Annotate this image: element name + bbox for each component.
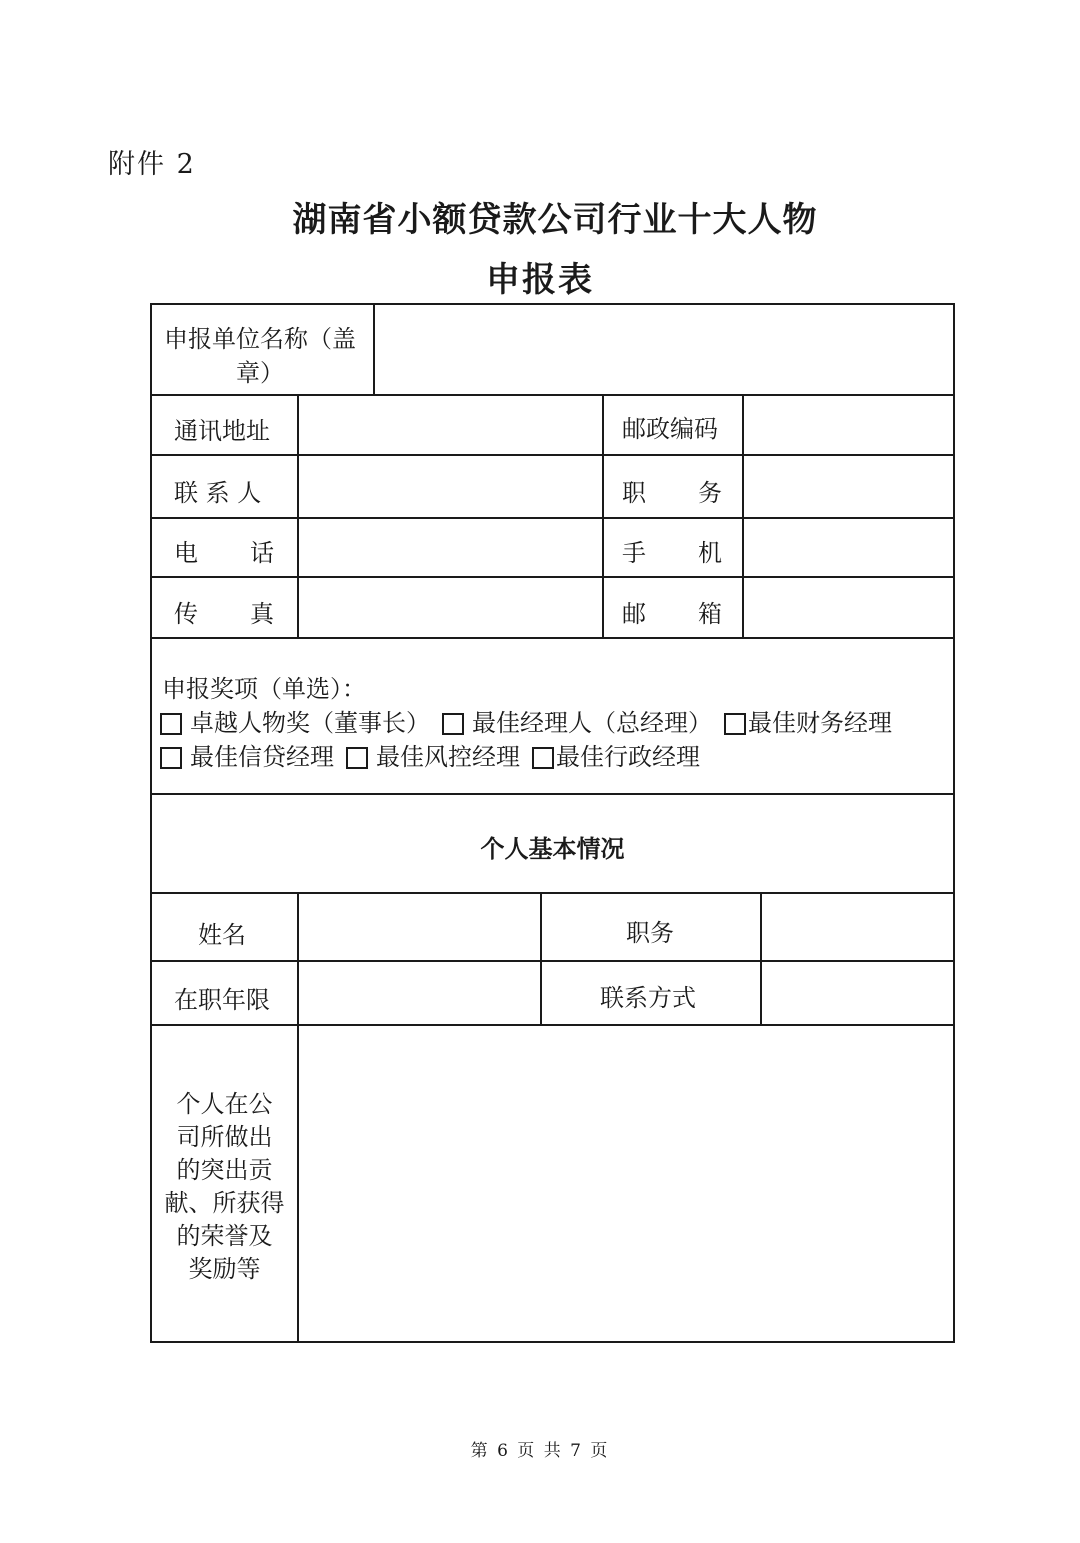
- personal-info-heading: 个人基本情况: [480, 835, 625, 863]
- phone-label-left: 电: [174, 539, 198, 567]
- line: [760, 892, 762, 1025]
- award-option[interactable]: [532, 737, 700, 772]
- award-option[interactable]: [160, 703, 430, 738]
- contribution-label-line: 奖励等: [188, 1255, 261, 1283]
- duty-label: 职务: [626, 919, 674, 947]
- contribution-label-line: 个人在公: [176, 1090, 273, 1118]
- fax-label-left: 传: [174, 600, 198, 628]
- checkbox-icon[interactable]: [160, 713, 182, 735]
- email-label-left: 邮: [622, 600, 646, 628]
- name-field[interactable]: [300, 894, 538, 959]
- phone-field[interactable]: [300, 519, 600, 575]
- application-form: [150, 303, 955, 1343]
- postcode-label: 邮政编码: [622, 415, 718, 443]
- contact-person-label: 联 系 人: [174, 479, 262, 507]
- checkbox-icon[interactable]: [532, 747, 554, 769]
- form-title: 湖南省小额贷款公司行业十大人物: [292, 200, 818, 240]
- mobile-label-left: 手: [622, 539, 646, 567]
- email-field[interactable]: [745, 578, 952, 636]
- line: [742, 394, 744, 638]
- line: [373, 303, 375, 395]
- unit-name-label: 申报单位名称（盖: [164, 325, 356, 353]
- contribution-label-line: 司所做出: [176, 1123, 273, 1151]
- awards-row-2: [160, 737, 700, 772]
- award-label: 最佳财务经理: [748, 709, 892, 737]
- tenure-field[interactable]: [300, 962, 538, 1023]
- line: [297, 394, 299, 638]
- page-number: 第 6 页 共 7 页: [470, 1441, 610, 1461]
- name-label: 姓名: [198, 921, 246, 949]
- award-label: 最佳信贷经理: [190, 743, 334, 771]
- mobile-field[interactable]: [745, 519, 952, 575]
- duty-field[interactable]: [763, 894, 952, 959]
- award-label: 最佳行政经理: [556, 743, 700, 771]
- awards-row-1: [160, 703, 892, 738]
- line: [150, 793, 955, 795]
- line: [540, 892, 542, 1025]
- attachment-number: 附件 2: [108, 149, 196, 180]
- award-option[interactable]: [442, 703, 712, 738]
- contribution-field[interactable]: [300, 1026, 952, 1340]
- fax-label-right: 真: [250, 600, 274, 628]
- awards-title: 申报奖项（单选）：: [162, 675, 366, 703]
- phone-label-right: 话: [250, 539, 274, 567]
- checkbox-icon[interactable]: [346, 747, 368, 769]
- unit-name-label-cont: 章）: [236, 359, 284, 387]
- line: [150, 1341, 955, 1343]
- contribution-label: [152, 1088, 297, 1286]
- award-label: 最佳经理人（总经理）: [472, 709, 712, 737]
- position-label-left: 职: [622, 479, 646, 507]
- award-label: 最佳风控经理: [376, 743, 520, 771]
- award-option[interactable]: [160, 737, 334, 772]
- fax-field[interactable]: [300, 578, 600, 636]
- unit-name-field[interactable]: [376, 305, 952, 393]
- contact-method-label: 联系方式: [600, 984, 696, 1012]
- tenure-label: 在职年限: [174, 986, 270, 1014]
- postcode-field[interactable]: [745, 396, 952, 453]
- line: [297, 892, 299, 1342]
- checkbox-icon[interactable]: [160, 747, 182, 769]
- line: [953, 303, 955, 1343]
- contribution-label-line: 的荣誉及: [176, 1222, 273, 1250]
- award-option[interactable]: [346, 737, 520, 772]
- award-option[interactable]: [724, 703, 892, 738]
- mobile-label-right: 机: [698, 539, 722, 567]
- checkbox-icon[interactable]: [442, 713, 464, 735]
- position-label-right: 务: [698, 479, 722, 507]
- address-label: 通讯地址: [174, 417, 270, 445]
- position-field[interactable]: [745, 456, 952, 516]
- contribution-label-line: 的突出贡: [176, 1156, 273, 1184]
- checkbox-icon[interactable]: [724, 713, 746, 735]
- address-field[interactable]: [300, 396, 600, 453]
- contact-person-field[interactable]: [300, 456, 600, 516]
- form-subtitle: 申报表: [486, 260, 594, 300]
- award-label: 卓越人物奖（董事长）: [190, 709, 430, 737]
- line: [150, 637, 955, 639]
- line: [602, 394, 604, 638]
- contact-method-field[interactable]: [763, 962, 952, 1023]
- email-label-right: 箱: [698, 600, 722, 628]
- contribution-label-line: 献、所获得: [164, 1189, 285, 1217]
